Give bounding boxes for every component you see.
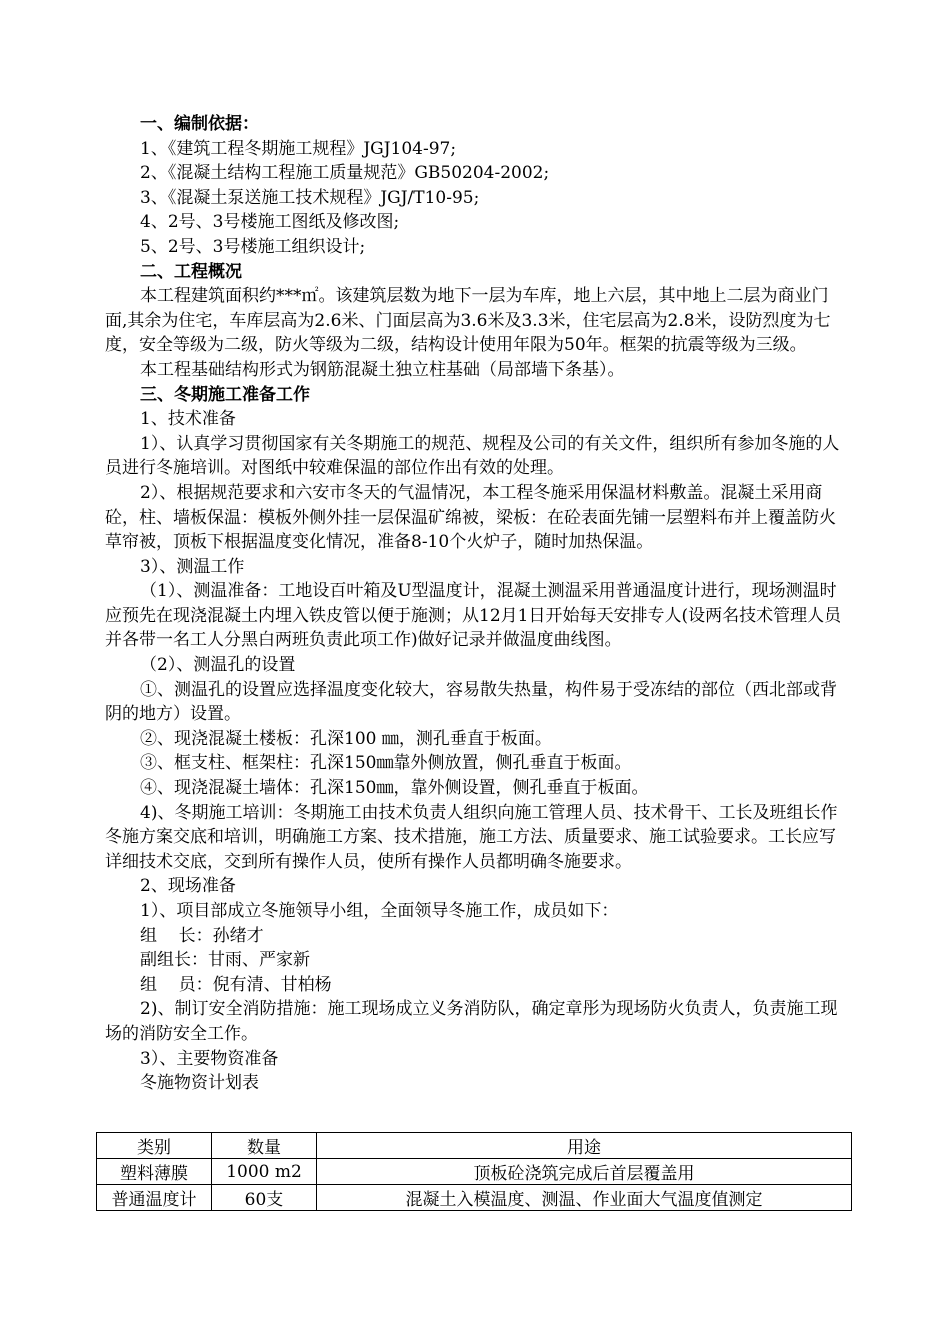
basis-item: 1、《建筑工程冬期施工规程》JGJ104-97; <box>140 138 457 159</box>
cell-quantity: 60支 <box>212 1185 317 1211</box>
basis-item: 3、《混凝土泵送施工技术规程》JGJ/T10-95; <box>140 187 480 208</box>
technical-paragraph: （2）、测温孔的设置 <box>140 655 296 676</box>
section-heading-basis: 一、编制依据： <box>140 114 259 134</box>
table-title: 冬施物资计划表 <box>140 1073 259 1094</box>
cell-quantity: 1000 m2 <box>212 1159 317 1185</box>
technical-paragraph: 4)、冬期施工培训：冬期施工由技术负责人组织向施工管理人员、技术骨干、工长及班组长作冬施方案交底和培训，明确施工方案、技术措施，施工方法、质量要求、施工试验要求。工长应写详细技术交底，交到所有操作人员，使所有操作人员都明确冬施要求。 <box>105 802 838 872</box>
section-heading-preparation: 三、冬期施工准备工作 <box>140 384 310 405</box>
table-header-row <box>97 1133 852 1159</box>
hole-item: ④、现浇混凝土墙体：孔深150㎜，靠外侧设置，侧孔垂直于板面。 <box>140 778 649 799</box>
basis-item: 5、2号、3号楼施工组织设计; <box>140 236 366 257</box>
technical-paragraph: 3）、测温工作 <box>140 556 245 577</box>
section-heading-overview: 二、工程概况 <box>140 261 242 282</box>
header-usage: 用途 <box>317 1133 852 1159</box>
materials-table <box>96 1132 852 1211</box>
site-paragraph: 2)、制订安全消防措施：施工现场成立义务消防队，确定章彤为现场防火负责人，负责施工现场的消防安全工作。 <box>105 999 838 1044</box>
technical-paragraph: 2）、根据规范要求和六安市冬天的气温情况，本工程冬施采用保温材料敷盖。混凝土采用商砼，柱、墙板保温：模板外侧外挂一层保温矿绵被，梁板：在砼表面先铺一层塑料布并上覆盖防火草帘被，顶板下根据温度变化情况，准备8-10个火炉子，随时加热保温。 <box>105 482 836 553</box>
deputy-line: 副组长：甘雨、严家新 <box>140 950 310 971</box>
subheading-technical: 1、技术准备 <box>140 409 236 430</box>
cell-category: 普通温度计 <box>97 1185 212 1211</box>
header-quantity: 数量 <box>212 1133 317 1159</box>
overview-paragraph: 本工程建筑面积约***㎡。该建筑层数为地下一层为车库，地上六层，其中地上二层为商业门面,其余为住宅，车库层高为2.6米、门面层高为3.6米及3.3米，住宅层高为2.8米，设防烈度为七度，安全等级为二级，防火等级为二级，结构设计使用年限为50年。框架的抗震等级为三级。 <box>105 286 831 356</box>
cell-usage: 顶板砼浇筑完成后首层覆盖用 <box>317 1159 852 1185</box>
hole-item: ②、现浇混凝土楼板：孔深100 ㎜，测孔垂直于板面。 <box>140 728 552 749</box>
leader-line: 组 长：孙绪才 <box>140 925 264 946</box>
subheading-site: 2、现场准备 <box>140 876 236 897</box>
site-paragraph: 1）、项目部成立冬施领导小组，全面领导冬施工作，成员如下： <box>140 901 619 921</box>
header-category: 类别 <box>97 1133 212 1159</box>
cell-category: 塑料薄膜 <box>97 1159 212 1185</box>
cell-usage: 混凝土入模温度、测温、作业面大气温度值测定 <box>317 1185 852 1211</box>
hole-item: ①、测温孔的设置应选择温度变化较大，容易散失热量，构件易于受冻结的部位（西北部或背阴的地方）设置。 <box>105 679 837 725</box>
hole-item: ③、框支柱、框架柱：孔深150㎜靠外侧放置，侧孔垂直于板面。 <box>140 753 632 774</box>
table-row <box>97 1185 852 1211</box>
site-paragraph: 3）、主要物资准备 <box>140 1048 279 1069</box>
technical-paragraph: 1）、认真学习贯彻国家有关冬期施工的规范、规程及公司的有关文件，组织所有参加冬施的人员进行冬施培训。对图纸中较难保温的部位作出有效的处理。 <box>105 433 840 479</box>
table-row <box>97 1159 852 1185</box>
basis-item: 4、2号、3号楼施工图纸及修改图; <box>140 212 400 233</box>
members-line: 组 员：倪有清、甘柏杨 <box>140 974 332 995</box>
technical-paragraph: （1）、测温准备：工地设百叶箱及U型温度计，混凝土测温采用普通温度计进行，现场测温时应预先在现浇混凝土内埋入铁皮管以便于施测；从12月1日开始每天安排专人(设两名技术管理人员并各带一名工人分黑白两班负责此项工作)做好记录并做温度曲线图。 <box>105 581 842 651</box>
document-body <box>105 112 850 1096</box>
overview-paragraph: 本工程基础结构形式为钢筋混凝土独立柱基础（局部墙下条基）。 <box>140 359 625 380</box>
basis-item: 2、《混凝土结构工程施工质量规范》GB50204-2002; <box>140 163 550 184</box>
